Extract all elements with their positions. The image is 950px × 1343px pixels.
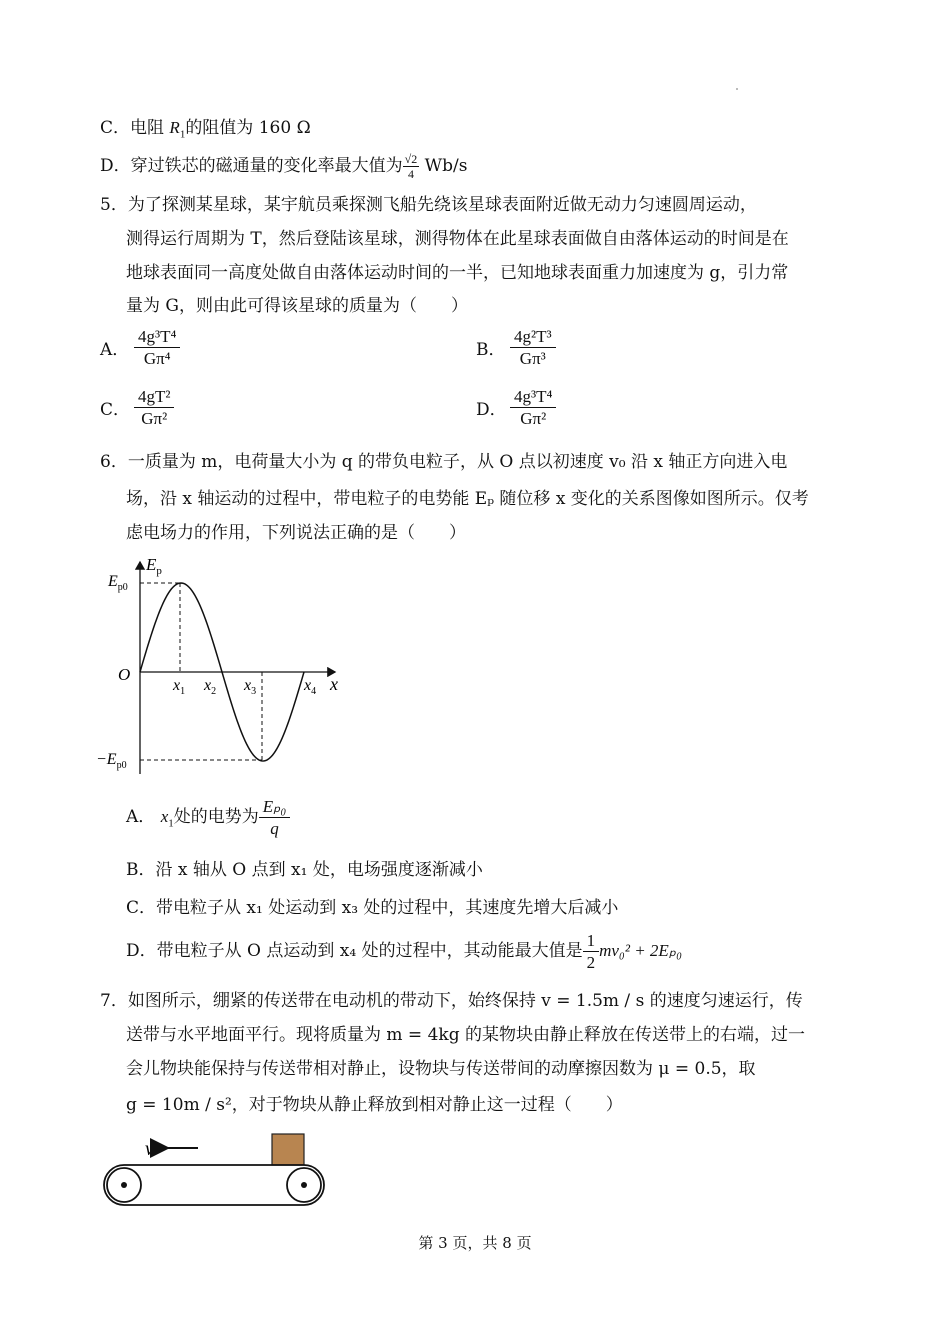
q4-option-c-sub: 1 xyxy=(179,128,186,141)
q5-option-c-den: Gπ² xyxy=(141,409,168,428)
q5-option-b-fraction xyxy=(510,326,556,369)
q4-option-c-label: C． xyxy=(100,118,131,138)
q6-option-c xyxy=(126,896,618,920)
q5-option-a-den: Gπ⁴ xyxy=(143,349,171,368)
q6-option-c-label: C． xyxy=(126,898,157,918)
graph-origin-label: O xyxy=(118,665,131,684)
q6-option-b-label: B． xyxy=(126,860,156,880)
q6-stem-line-3: 虑电场力的作用，下列说法正确的是（ ） xyxy=(126,523,466,543)
graph-y-label: $E_p$ xyxy=(146,555,162,577)
q7-conveyor-figure xyxy=(100,1128,330,1208)
scan-dot xyxy=(736,88,738,90)
graph-bottom-label: $-E_{p0}$ xyxy=(96,751,127,771)
q6-option-a-label: A． xyxy=(126,807,156,827)
q5-option-d-den: Gπ² xyxy=(520,409,547,428)
q5-option-d-fraction xyxy=(510,386,556,429)
left-pulley-axle xyxy=(121,1182,127,1188)
q6-stem-line-1: 6．一质量为 m，电荷量大小为 q 的带负电粒子，从 O 点以初速度 v₀ 沿 x 轴正方向进入电 xyxy=(100,452,788,472)
q5-option-b-den: Gπ³ xyxy=(519,349,546,368)
q7-stem-line-1: 7．如图所示，绷紧的传送带在电动机的带动下，始终保持 v = 1.5m / s 的速度匀速运行，传 xyxy=(100,991,803,1011)
page-footer: 第 3 页，共 8 页 xyxy=(418,1234,532,1252)
q4-option-d-label: D． xyxy=(100,156,131,176)
q5-option-a-label: A． xyxy=(100,340,130,360)
q6-option-a-num: Eₚ₀ xyxy=(259,796,291,818)
q5-option-b xyxy=(476,326,556,369)
q7-stem-line-4: g = 10m / s²，对于物块从静止释放到相对静止这一过程（ ） xyxy=(126,1095,623,1115)
q5-option-c-fraction xyxy=(134,386,174,429)
q5-option-a xyxy=(100,326,180,369)
q4-option-c xyxy=(100,116,311,146)
q5-stem-line-4: 量为 G，则由此可得该星球的质量为（ ） xyxy=(126,296,468,316)
q4-option-d-fraction xyxy=(403,152,420,181)
q4-option-c-var: R xyxy=(169,118,180,137)
q6-option-a xyxy=(126,796,290,839)
velocity-label: v xyxy=(145,1138,154,1160)
q7-stem-line-2: 送带与水平地面平行。现将质量为 m = 4kg 的某物块由静止释放在传送带上的右端，过一 xyxy=(126,1025,805,1045)
q6-option-d-expr: mv₀² + 2Eₚ₀ xyxy=(599,941,682,960)
q5-option-c xyxy=(100,386,174,429)
graph-tick-x1: $x_1$ xyxy=(173,677,186,697)
q5-stem-line-3: 地球表面同一高度处做自由落体运动时间的一半，已知地球表面重力加速度为 g，引力常 xyxy=(126,263,789,283)
q6-option-a-sub: 1 xyxy=(168,817,174,830)
q4-option-d-text: 穿过铁芯的磁通量的变化率最大值为 xyxy=(130,156,403,176)
q4-option-d-unit: Wb/s xyxy=(419,156,468,176)
right-pulley-axle xyxy=(301,1182,307,1188)
q5-option-b-label: B． xyxy=(476,340,506,360)
q6-option-d-fraction xyxy=(583,930,600,973)
q6-option-a-var: x xyxy=(160,807,169,826)
q6-option-d-text: 带电粒子从 O 点运动到 x₄ 处的过程中，其动能最大值是 xyxy=(156,941,583,961)
q6-option-d xyxy=(126,930,682,973)
graph-x-label: x xyxy=(330,674,338,694)
conveyor-belt xyxy=(104,1165,324,1205)
q4-option-d-frac-num: √2 xyxy=(404,152,418,166)
q6-option-d-den: 2 xyxy=(586,953,596,972)
q5-stem-line-2: 测得运行周期为 T，然后登陆该星球，测得物体在此星球表面做自由落体运动的时间是在 xyxy=(126,229,789,249)
q6-option-d-num: 1 xyxy=(583,930,600,952)
q5-stem-line-1: 5．为了探测某星球，某宇航员乘探测飞船先绕该星球表面附近做无动力匀速圆周运动， xyxy=(100,195,757,215)
q5-option-c-label: C． xyxy=(100,400,131,420)
graph-tick-x4: $x_4$ xyxy=(304,677,317,697)
q5-option-a-fraction xyxy=(134,326,180,369)
q4-option-c-text: 电阻 xyxy=(130,118,170,138)
graph-tick-x2: $x_2$ xyxy=(204,677,217,697)
graph-tick-x3: $x_3$ xyxy=(244,677,257,697)
block xyxy=(272,1134,304,1165)
q6-option-a-fraction xyxy=(259,796,291,839)
q7-stem-line-3: 会儿物块能保持与传送带相对静止，设物块与传送带间的动摩擦因数为 μ = 0.5，取 xyxy=(126,1059,756,1079)
q5-option-d-label: D． xyxy=(476,400,507,420)
q6-option-c-text: 带电粒子从 x₁ 处运动到 x₃ 处的过程中，其速度先增大后减小 xyxy=(156,898,619,918)
q4-option-d-frac-den: 4 xyxy=(407,167,414,181)
q4-option-c-text-post: 的阻值为 160 Ω xyxy=(185,118,311,138)
q6-option-d-label: D． xyxy=(126,941,157,961)
q6-option-b xyxy=(126,858,483,882)
q6-option-a-den: q xyxy=(270,819,279,838)
q4-option-d xyxy=(100,152,467,181)
q5-option-d-num: 4g³T⁴ xyxy=(510,386,556,408)
q6-option-b-text: 沿 x 轴从 O 点到 x₁ 处，电场强度逐渐减小 xyxy=(155,860,483,880)
q6-energy-graph xyxy=(90,552,360,782)
q5-option-b-num: 4g²T³ xyxy=(510,326,556,348)
q5-option-d xyxy=(476,386,556,429)
q6-stem-line-2: 场，沿 x 轴运动的过程中，带电粒子的电势能 Eₚ 随位移 x 变化的关系图像如图所示。仅考 xyxy=(126,489,809,509)
q5-option-a-num: 4g³T⁴ xyxy=(134,326,180,348)
q6-option-a-text: 处的电势为 xyxy=(173,807,259,827)
graph-top-label: $E_{p0}$ xyxy=(108,573,128,593)
q5-option-c-num: 4gT² xyxy=(134,386,174,408)
